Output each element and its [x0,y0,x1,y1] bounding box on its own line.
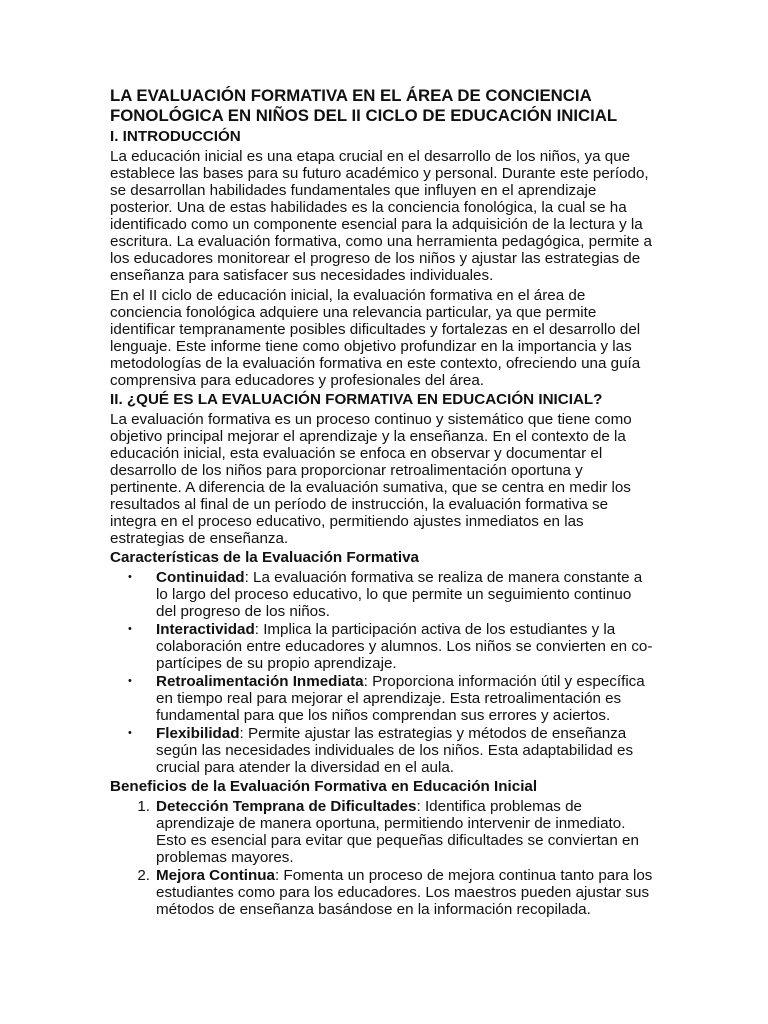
item-text: : Implica la participación activa de los estudiantes y la colaboración entre educadores y alumnos. Los niños se convierten en co-partícipes de su propio aprendizaje. [156,621,653,672]
item-text: : Fomenta un proceso de mejora continua tanto para los estudiantes como para los educadores. Los maestros pueden ajustar sus métodos de enseñanza basándose en la información recopilada. [156,867,653,918]
item-term: Flexibilidad [156,725,240,742]
bullet-icon: • [128,623,132,635]
subheading-beneficios: Beneficios de la Evaluación Formativa en Educación Inicial [110,778,538,795]
bullet-icon: • [128,675,132,687]
item-term: Detección Temprana de Dificultades [156,798,417,815]
characteristics-list [110,569,655,776]
item-text: : Permite ajustar las estrategias y métodos de enseñanza según las necesidades individuales de los niños. Esta adaptabilidad es crucial para atender la diversidad en el aula. [156,725,634,776]
list-item [110,673,655,724]
que-es-paragraph: La evaluación formativa es un proceso continuo y sistemático que tiene como objetivo principal mejorar el aprendizaje y la enseñanza. En el contexto de la educación inicial, esta evaluación se enfoca en observar y documentar el desarrollo de los niños para proporcionar retroalimentación oportuna y pertinente. A diferencia de la evaluación sumativa, que se centra en medir los resultados al final de un período de instrucción, la evaluación formativa se integra en el proceso educativo, permitiendo ajustes inmediatos en las estrategias de enseñanza. [110,411,632,547]
item-term: Mejora Continua [156,867,275,884]
section-heading-introduccion: I. INTRODUCCIÓN [110,128,241,145]
item-number: 1. [137,798,150,815]
item-number: 2. [137,867,150,884]
list-item [110,621,655,672]
section-heading-que-es: II. ¿QUÉ ES LA EVALUACIÓN FORMATIVA EN EDUCACIÓN INICIAL? [110,391,603,408]
item-term: Retroalimentación Inmediata [156,673,364,690]
list-item [110,725,655,776]
item-text: : La evaluación formativa se realiza de manera constante a lo largo del proceso educativo, lo que permite un seguimiento continuo del progreso de los niños. [156,569,643,620]
benefits-list [110,798,655,918]
document-page [110,86,655,919]
item-term: Interactividad [156,621,255,638]
list-item [110,569,655,620]
intro-paragraph-1: La educación inicial es una etapa crucial en el desarrollo de los niños, ya que establece las bases para su futuro académico y personal. Durante este período, se desarrollan habilidades fundamentales que influyen en el aprendizaje posterior. Una de estas habilidades es la conciencia fonológica, la cual se ha identificado como un componente esencial para la adquisición de la lectura y la escritura. La evaluación formativa, como una herramienta pedagógica, permite a los educadores monitorear el progreso de los niños y ajustar las estrategias de enseñanza para satisfacer sus necesidades individuales. [110,148,652,284]
bullet-icon: • [128,571,132,583]
list-item [110,867,655,918]
subheading-caracteristicas: Características de la Evaluación Formativa [110,549,419,566]
intro-paragraph-2: En el II ciclo de educación inicial, la evaluación formativa en el área de conciencia fonológica adquiere una relevancia particular, ya que permite identificar tempranamente posibles dificultades y fortalezas en el desarrollo del lenguaje. Este informe tiene como objetivo profundizar en la importancia y las metodologías de la evaluación formativa en este contexto, ofreciendo una guía comprensiva para educadores y profesionales del área. [110,287,641,389]
item-text: : Identifica problemas de aprendizaje de manera oportuna, permitiendo intervenir de inmediato. Esto es esencial para evitar que pequeñas dificultades se conviertan en problemas mayores. [156,798,639,866]
bullet-icon: • [128,727,132,739]
item-term: Continuidad [156,569,245,586]
document-title: LA EVALUACIÓN FORMATIVA EN EL ÁREA DE CONCIENCIA FONOLÓGICA EN NIÑOS DEL II CICLO DE EDUCACIÓN INICIAL [110,86,618,125]
list-item [110,798,655,866]
item-text: : Proporciona información útil y específica en tiempo real para mejorar el aprendizaje. Esta retroalimentación es fundamental para que los niños comprendan sus errores y aciertos. [156,673,645,724]
